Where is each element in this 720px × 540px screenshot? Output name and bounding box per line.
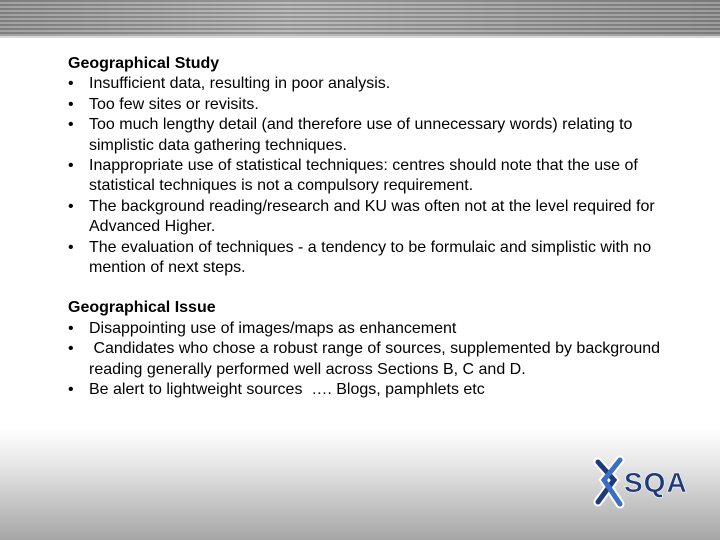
list-item xyxy=(68,74,668,94)
header-rule xyxy=(0,36,720,38)
logo-text: SQA xyxy=(624,467,688,498)
list-item xyxy=(68,95,668,115)
list-item xyxy=(68,156,668,197)
list-item xyxy=(68,238,668,279)
logo-mark xyxy=(598,460,620,504)
section-geographical-study xyxy=(68,54,668,278)
bullet-glyph: • xyxy=(68,116,74,134)
list-item xyxy=(68,339,668,380)
bullet-glyph: • xyxy=(68,197,74,215)
section-spacer xyxy=(68,278,668,298)
bullet-glyph: • xyxy=(68,381,74,399)
bullet-glyph: • xyxy=(68,340,74,358)
bullet-list xyxy=(68,74,668,278)
list-item-text: Too much lengthy detail (and therefore use of unnecessary words) relating to simplistic data gathering techniques. xyxy=(89,116,633,154)
list-item-text: Inappropriate use of statistical techniques: centres should note that the use of statistical techniques is not a compulsory requirement. xyxy=(89,157,638,195)
section-geographical-issue xyxy=(68,298,668,400)
sqa-logo-icon xyxy=(592,452,702,512)
bullet-glyph: • xyxy=(68,75,74,93)
bullet-glyph: • xyxy=(68,157,74,175)
list-item xyxy=(68,319,668,339)
slide-content xyxy=(68,54,668,401)
list-item-text: Insufficient data, resulting in poor analysis. xyxy=(89,75,391,93)
list-item-text: The background reading/research and KU was often not at the level required for Advanced Higher. xyxy=(89,197,655,236)
list-item-text: Too few sites or revisits. xyxy=(89,95,259,113)
list-item-text: The evaluation of techniques - a tendency to be formulaic and simplistic with no mention of next steps. xyxy=(89,238,652,277)
list-item xyxy=(68,197,668,238)
list-item xyxy=(68,115,668,156)
bullet-list xyxy=(68,319,668,401)
bullet-glyph: • xyxy=(68,95,74,113)
section-title: Geographical Study xyxy=(68,55,220,72)
header-band xyxy=(0,0,720,36)
bullet-glyph: • xyxy=(68,238,74,256)
section-title: Geographical Issue xyxy=(68,299,216,317)
list-item-text: Candidates who chose a robust range of sources, supplemented by background reading generally performed well across Sections B, C and D. xyxy=(89,340,665,378)
list-item-text: Disappointing use of images/maps as enhancement xyxy=(89,319,457,337)
bullet-glyph: • xyxy=(68,319,74,337)
list-item-text: Be alert to lightweight sources …. Blogs, pamphlets etc xyxy=(89,381,485,399)
list-item xyxy=(68,380,668,400)
